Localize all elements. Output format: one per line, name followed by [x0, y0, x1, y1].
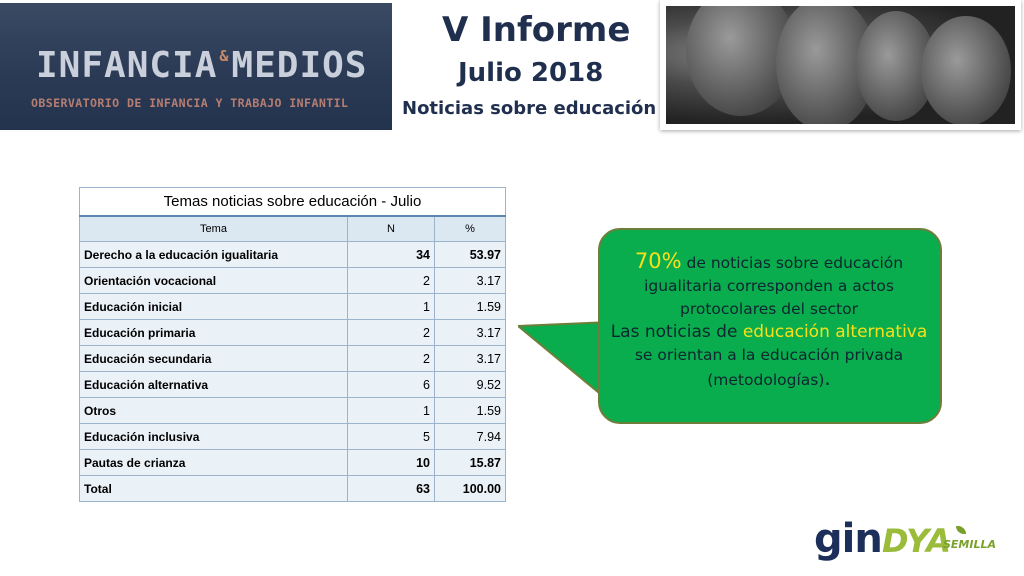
cell-n: 10: [348, 450, 435, 476]
cell-pct: 3.17: [435, 320, 506, 346]
cell-n: 63: [348, 476, 435, 502]
table-row: [80, 268, 506, 294]
infancia-medios-logo: [0, 3, 392, 130]
cell-tema: Educación inicial: [80, 294, 348, 320]
callout-line2-start: Las noticias de: [610, 322, 743, 342]
cell-tema: Total: [80, 476, 348, 502]
table-row: [80, 398, 506, 424]
cell-n: 2: [348, 268, 435, 294]
cell-n: 6: [348, 372, 435, 398]
callout-line2-rest: se orientan a la educación privada (metodologías): [634, 346, 904, 389]
cell-pct: 1.59: [435, 398, 506, 424]
report-section: Noticias sobre educación: [402, 98, 657, 119]
table-row: [80, 320, 506, 346]
table-row: [80, 294, 506, 320]
callout-text: [608, 250, 930, 392]
cell-tema: Pautas de crianza: [80, 450, 348, 476]
report-title: V Informe: [442, 10, 631, 50]
logo-word-infancia: INFANCIA: [36, 45, 218, 86]
logo-main-text: [36, 45, 367, 86]
cell-tema: Educación alternativa: [80, 372, 348, 398]
callout: [518, 228, 940, 422]
table-row: [80, 450, 506, 476]
cell-n: 1: [348, 398, 435, 424]
table-total-row: [80, 476, 506, 502]
cell-tema: Orientación vocacional: [80, 268, 348, 294]
cell-n: 34: [348, 242, 435, 268]
callout-line1: de noticias sobre educación igualitaria corresponden a actos protocolares del sector: [644, 254, 904, 318]
col-header-tema: Tema: [80, 216, 348, 242]
cell-tema: Educación inclusiva: [80, 424, 348, 450]
cell-pct: 3.17: [435, 268, 506, 294]
semilla-logo: SEMILLA: [943, 538, 997, 551]
col-header-n: N: [348, 216, 435, 242]
cell-pct: 1.59: [435, 294, 506, 320]
table-row: [80, 242, 506, 268]
table-header-row: [80, 216, 506, 242]
table-row: [80, 372, 506, 398]
dya-logo: DYA: [882, 522, 951, 560]
gin-logo: gin: [814, 516, 882, 562]
children-photo: [660, 0, 1021, 130]
cell-n: 2: [348, 320, 435, 346]
leaf-icon: [956, 526, 966, 534]
cell-n: 5: [348, 424, 435, 450]
report-date: Julio 2018: [458, 58, 604, 88]
table-caption: Temas noticias sobre educación - Julio: [80, 188, 506, 217]
cell-tema: Educación secundaria: [80, 346, 348, 372]
cell-tema: Otros: [80, 398, 348, 424]
table-row: [80, 346, 506, 372]
cell-n: 1: [348, 294, 435, 320]
photo-image: [666, 6, 1015, 124]
col-header-pct: %: [435, 216, 506, 242]
cell-pct: 7.94: [435, 424, 506, 450]
cell-pct: 15.87: [435, 450, 506, 476]
table-row: [80, 424, 506, 450]
logo-word-medios: MEDIOS: [231, 45, 368, 86]
cell-pct: 53.97: [435, 242, 506, 268]
logo-ampersand: &: [219, 47, 230, 65]
cell-pct: 9.52: [435, 372, 506, 398]
callout-percent: 70%: [634, 249, 682, 273]
education-topics-table: [79, 187, 506, 502]
cell-pct: 3.17: [435, 346, 506, 372]
cell-tema: Educación primaria: [80, 320, 348, 346]
cell-n: 2: [348, 346, 435, 372]
cell-pct: 100.00: [435, 476, 506, 502]
callout-highlight: educación alternativa: [742, 322, 928, 342]
callout-line2-end: .: [824, 366, 831, 390]
logo-subtitle: OBSERVATORIO DE INFANCIA Y TRABAJO INFANTIL: [31, 96, 349, 110]
cell-tema: Derecho a la educación igualitaria: [80, 242, 348, 268]
